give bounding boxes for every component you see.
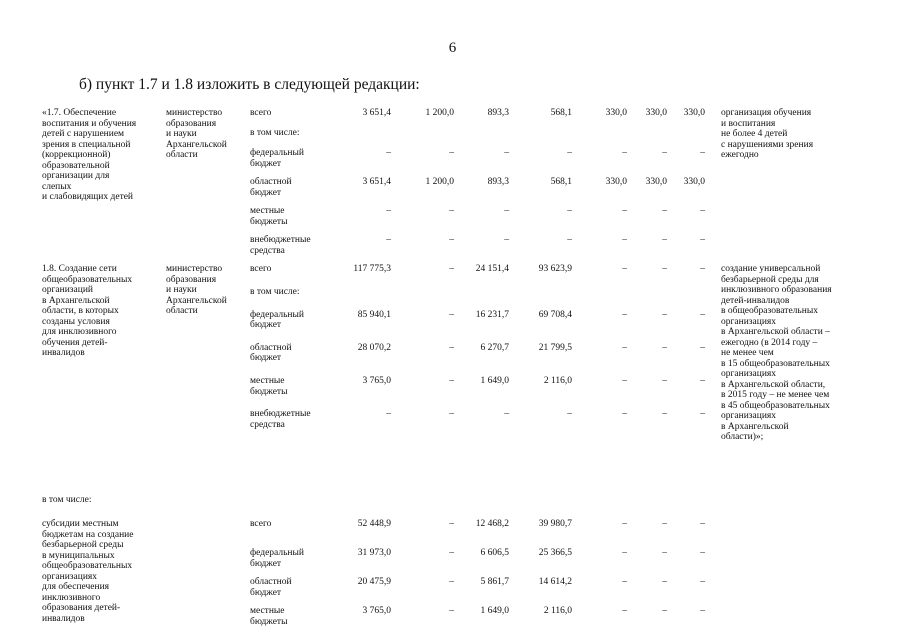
value-cell: 12 468,2 [475, 519, 509, 529]
value-cell: – [622, 342, 627, 353]
value-cell: – [449, 342, 454, 353]
value-cell: – [700, 235, 705, 245]
value-cell: – [700, 342, 705, 353]
value-cell: – [700, 148, 705, 158]
item-1-8-executor: министерство образования и науки Архангельской области [166, 264, 227, 316]
value-cell: 20 475,9 [357, 577, 391, 587]
value-cell: – [700, 577, 705, 587]
item-1-7-executor: министерство образования и науки Архангельской области [166, 108, 227, 160]
value-cell: – [662, 548, 667, 558]
value-cell: – [622, 309, 627, 320]
page-number: 6 [448, 40, 457, 56]
subsidy-name: субсидии местным бюджетам на создание безбарьерной среды в муниципальных общеобразовательных организациях для обеспечения инклюзивного образования детей- инвалидов [42, 519, 134, 624]
value-cell: 6 606,5 [480, 548, 509, 558]
value-cell: – [622, 376, 627, 387]
value-cell: – [504, 235, 509, 245]
value-cell: – [700, 264, 705, 274]
value-cell: 568,1 [550, 177, 572, 187]
value-cell: – [700, 309, 705, 320]
value-cell: – [567, 409, 572, 420]
value-cell: 5 861,7 [480, 577, 509, 587]
item-1-7-name: «1.7. Обеспечение воспитания и обучения детей с нарушением зрения в специальной (коррекционной) образовательной организации для слепых и слабовидящих детей [42, 108, 137, 202]
value-cell: – [622, 235, 627, 245]
value-cell: – [449, 206, 454, 216]
value-cell: – [662, 206, 667, 216]
value-cell: – [700, 206, 705, 216]
value-cell: – [700, 409, 705, 420]
funding-label: всего [250, 519, 272, 529]
value-cell: 330,0 [683, 108, 705, 118]
value-cell: – [449, 409, 454, 420]
value-cell: – [622, 548, 627, 558]
value-cell: 39 980,7 [538, 519, 572, 529]
value-cell: 69 708,4 [538, 309, 572, 320]
value-cell: – [449, 376, 454, 387]
value-cell: – [662, 235, 667, 245]
funding-label: внебюджетные средства [250, 409, 311, 430]
funding-label: местные бюджеты [250, 376, 288, 397]
funding-label: федеральный бюджет [250, 148, 304, 169]
value-cell: 16 231,7 [475, 309, 509, 320]
value-cell: 6 270,7 [480, 342, 509, 353]
value-cell: – [662, 519, 667, 529]
value-cell: – [504, 206, 509, 216]
value-cell: 330,0 [645, 177, 667, 187]
funding-label: местные бюджеты [250, 206, 288, 227]
value-cell: 25 366,5 [538, 548, 572, 558]
value-cell: – [449, 264, 454, 274]
value-cell: – [662, 264, 667, 274]
value-cell: 14 614,2 [538, 577, 572, 587]
value-cell: – [700, 606, 705, 616]
amendment-heading: б) пункт 1.7 и 1.8 изложить в следующей редакции: [79, 76, 420, 93]
funding-label: федеральный бюджет [250, 548, 304, 569]
item-1-8 [40, 264, 835, 519]
value-cell: 893,3 [487, 108, 509, 118]
value-cell: 3 765,0 [362, 606, 391, 616]
item-1-7 [40, 108, 835, 264]
value-cell: 117 775,3 [353, 264, 391, 274]
value-cell: – [386, 409, 391, 420]
funding-label: местные бюджеты [250, 606, 288, 627]
value-cell: – [700, 548, 705, 558]
value-cell: – [449, 519, 454, 529]
value-cell: – [622, 206, 627, 216]
value-cell: – [386, 148, 391, 158]
value-cell: 93 623,9 [538, 264, 572, 274]
value-cell: 1 200,0 [425, 177, 454, 187]
value-cell: 330,0 [605, 108, 627, 118]
value-cell: – [662, 577, 667, 587]
value-cell: – [449, 309, 454, 320]
value-cell: 24 151,4 [475, 264, 509, 274]
value-cell: – [662, 309, 667, 320]
value-cell: – [622, 606, 627, 616]
value-cell: 330,0 [645, 108, 667, 118]
funding-label: федеральный бюджет [250, 309, 304, 331]
value-cell: – [700, 376, 705, 387]
value-cell: – [662, 376, 667, 387]
value-cell: 893,3 [487, 177, 509, 187]
item-1-7-result: организация обучения и воспитания не более 4 детей с нарушениями зрения ежегодно [721, 108, 814, 160]
funding-label: в том числе: [250, 128, 300, 138]
funding-label: областной бюджет [250, 577, 292, 598]
funding-label: всего [250, 108, 272, 118]
value-cell: – [504, 148, 509, 158]
value-cell: – [449, 235, 454, 245]
program-table [40, 108, 835, 635]
value-cell: 31 973,0 [357, 548, 391, 558]
value-cell: – [386, 206, 391, 216]
value-cell: 2 116,0 [543, 376, 572, 387]
value-cell: 568,1 [550, 108, 572, 118]
funding-label: областной бюджет [250, 342, 292, 364]
value-cell: – [622, 409, 627, 420]
value-cell: 52 448,9 [357, 519, 391, 529]
value-cell: – [700, 519, 705, 529]
value-cell: 3 651,4 [362, 108, 391, 118]
value-cell: 21 799,5 [538, 342, 572, 353]
value-cell: – [449, 148, 454, 158]
value-cell: 2 116,0 [543, 606, 572, 616]
value-cell: – [662, 606, 667, 616]
funding-label: в том числе: [250, 286, 300, 297]
value-cell: – [386, 235, 391, 245]
value-cell: 330,0 [605, 177, 627, 187]
value-cell: – [662, 409, 667, 420]
value-cell: 3 765,0 [362, 376, 391, 387]
value-cell: 1 649,0 [480, 606, 509, 616]
value-cell: – [567, 235, 572, 245]
value-cell: – [567, 148, 572, 158]
value-cell: – [449, 577, 454, 587]
funding-label: областной бюджет [250, 177, 292, 198]
item-1-8-result: создание универсальной безбарьерной среды для инклюзивного образования детей-инвалидов в общеобразовательных организациях в Архангельской области – ежегодно (в 2014 году – не менее чем в 15 общеобразовательных организациях в Архангельской области, в 2015 году – не менее чем в 45 общеобразовательных организациях в Архангельской области)»; [721, 264, 832, 442]
item-1-8-name: 1.8. Создание сети общеобразовательных организаций в Архангельской области, в которых созданы условия для инклюзивного обучения детей- инвалидов [42, 264, 133, 358]
funding-label: всего [250, 264, 272, 274]
value-cell: – [622, 264, 627, 274]
value-cell: – [622, 519, 627, 529]
value-cell: – [504, 409, 509, 420]
value-cell: – [449, 548, 454, 558]
value-cell: 3 651,4 [362, 177, 391, 187]
value-cell: 28 070,2 [357, 342, 391, 353]
value-cell: – [449, 606, 454, 616]
value-cell: – [662, 342, 667, 353]
value-cell: 1 649,0 [480, 376, 509, 387]
value-cell: – [622, 577, 627, 587]
value-cell: – [622, 148, 627, 158]
value-cell: – [662, 148, 667, 158]
including-label: в том числе: [42, 494, 92, 505]
value-cell: 330,0 [683, 177, 705, 187]
value-cell: – [567, 206, 572, 216]
funding-label: внебюджетные средства [250, 235, 311, 256]
subsidy-block [40, 519, 835, 635]
value-cell: 85 940,1 [357, 309, 391, 320]
value-cell: 1 200,0 [425, 108, 454, 118]
